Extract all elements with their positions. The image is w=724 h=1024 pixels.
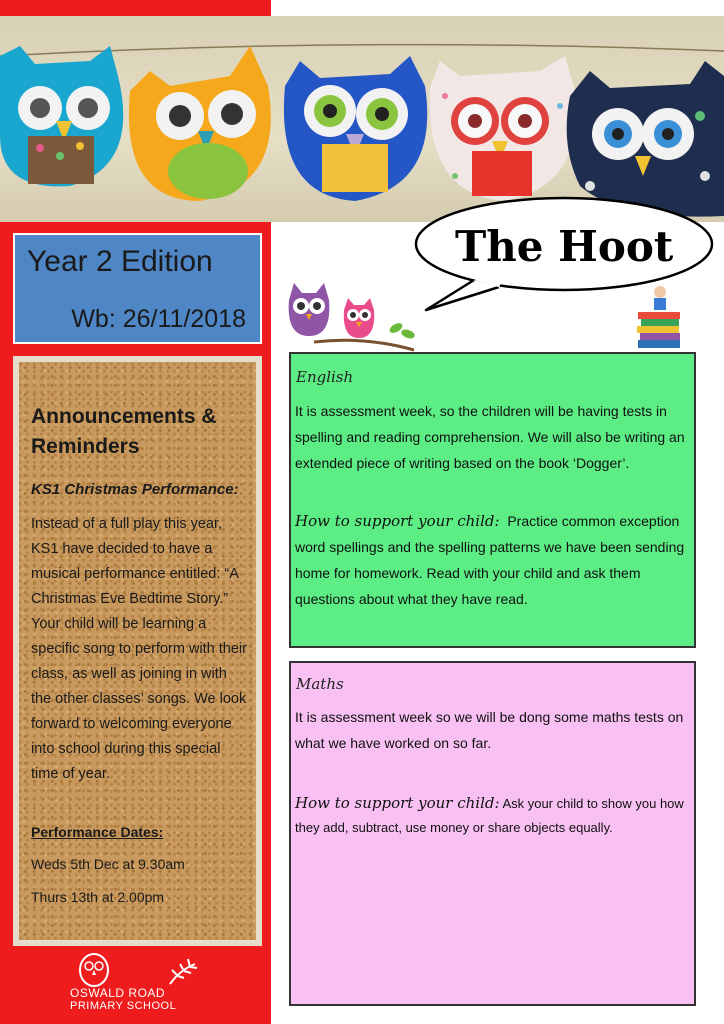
performance-date-1: Weds 5th Dec at 9.30am (31, 856, 185, 872)
announcements-title: Announcements & Reminders (31, 405, 217, 458)
maths-title: Maths (296, 675, 344, 693)
english-section (289, 352, 696, 648)
red-top-bar (0, 0, 271, 16)
announcements-board (13, 356, 262, 946)
english-body: It is assessment week, so the children will be having tests in spelling and reading comprehension. We will also be writing an extended piece of writing based on the book ‘Dogger’. (295, 403, 685, 471)
maths-support (295, 791, 693, 840)
newsletter-title: The Hoot (455, 222, 674, 271)
maths-body: It is assessment week so we will be dong some maths tests on what we have worked on so far. (295, 709, 684, 751)
owl-pair-icon (284, 278, 419, 353)
week-date: Wb: 26/11/2018 (71, 305, 246, 333)
school-type: PRIMARY SCHOOL (70, 1000, 177, 1012)
english-support-text: Practice common exception word spellings and the spelling patterns we have been sending home for homework. Read with your child and ask them questions about what they have read. (295, 513, 685, 607)
english-support (295, 508, 693, 612)
performance-date-2: Thurs 13th at 2.00pm (31, 889, 165, 905)
maths-support-label: How to support your child: (295, 794, 500, 812)
edition-title: Year 2 Edition (27, 245, 213, 278)
laurel-icon (170, 959, 197, 984)
english-title: English (296, 368, 354, 386)
maths-support-text: Ask your child to show you how they add, subtract, use money or share objects equally. (295, 796, 684, 835)
performance-subtitle: KS1 Christmas Performance: (31, 481, 239, 498)
owl-logo-icon (70, 950, 210, 988)
performance-description: Instead of a full play this year, KS1 have decided to have a musical performance entitled: “A Christmas Eve Bedtime Story.” Your child will be learning a specific song to perform with their class, as well as joining in with the other classes’ songs. We look forward to welcoming everyone into school during this special time of year. (31, 516, 247, 782)
books-stack-icon (634, 284, 684, 352)
maths-section (289, 661, 696, 1006)
performance-dates-label: Performance Dates: (31, 824, 164, 840)
edition-box (13, 233, 262, 344)
english-support-label: How to support your child: (295, 512, 500, 530)
school-name: OSWALD ROAD (70, 986, 166, 1000)
school-logo (70, 950, 210, 1016)
